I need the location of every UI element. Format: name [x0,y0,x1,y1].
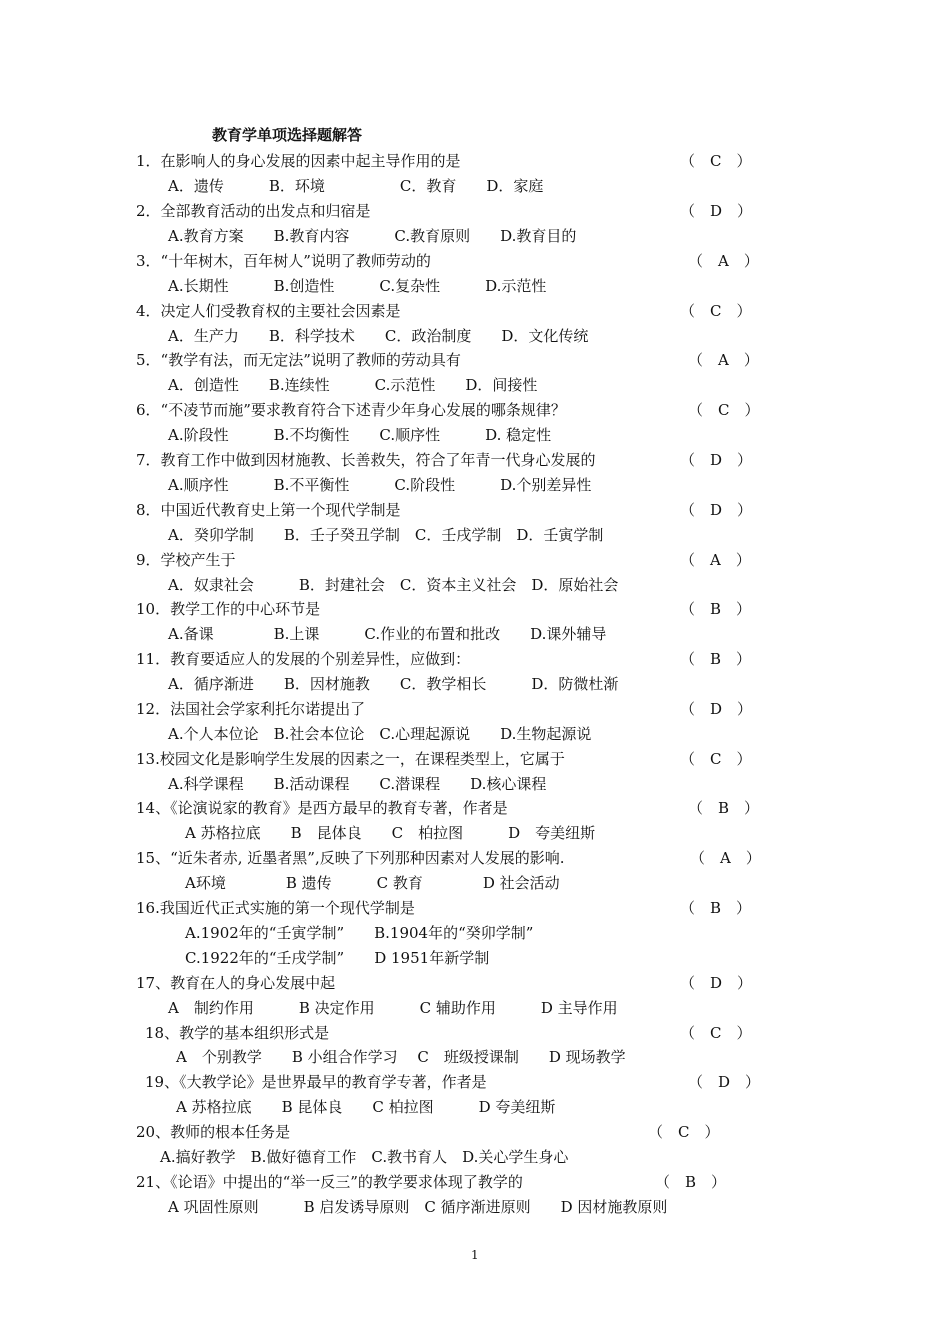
question-3: 3．“十年树木，百年树人”说明了教师劳动的 [136,252,431,270]
options-1: A．遗传 B．环境 C．教育 D．家庭 [168,177,544,195]
answer-2: （ D ） [680,202,753,220]
answer-9: （ A ） [680,551,751,569]
answer-21: （ B ） [655,1173,727,1191]
answer-6: （ C ） [688,401,760,419]
answer-15: （ A ） [690,849,761,867]
document-title: 教育学单项选择题解答 [212,126,363,144]
options-6: A.阶段性 B.不均衡性 C.顺序性 D. 稳定性 [168,426,552,444]
answer-1: （ C ） [680,152,752,170]
answer-14: （ B ） [688,799,760,817]
question-18: 18、教学的基本组织形式是 [145,1024,330,1042]
question-16: 16.我国近代正式实施的第一个现代学制是 [136,899,415,917]
answer-20: （ C ） [648,1123,720,1141]
options-10: A.备课 B.上课 C.作业的布置和批改 D.课外辅导 [168,625,607,643]
options-17: A 制约作用 B 决定作用 C 辅助作用 D 主导作用 [168,999,618,1017]
options-20: A.搞好教学 B.做好德育工作 C.教书育人 D.关心学生身心 [160,1148,569,1166]
answer-19: （ D ） [688,1073,761,1091]
options-14: A 苏格拉底 B 昆体良 C 柏拉图 D 夸美纽斯 [185,824,596,842]
options-2: A.教育方案 B.教育内容 C.教育原则 D.教育目的 [168,227,577,245]
question-19: 19、《大教学论》是世界最早的教育学专著，作者是 [145,1073,487,1091]
answer-18: （ C ） [680,1024,752,1042]
answer-17: （ D ） [680,974,753,992]
options-19: A 苏格拉底 B 昆体良 C 柏拉图 D 夸美纽斯 [176,1098,556,1116]
answer-11: （ B ） [680,650,752,668]
question-21: 21、《论语》中提出的“举一反三”的教学要求体现了教学的 [136,1173,523,1191]
options-16b: C.1922年的“壬戌学制” D 1951年新学制 [185,949,490,967]
question-5: 5．“教学有法，而无定法”说明了教师的劳动具有 [136,351,461,369]
options-5: A．创造性 B.连续性 C.示范性 D．间接性 [168,376,538,394]
question-8: 8．中国近代教育史上第一个现代学制是 [136,501,401,519]
options-7: A.顺序性 B.不平衡性 C.阶段性 D.个别差异性 [168,476,592,494]
answer-10: （ B ） [680,600,752,618]
question-20: 20、教师的根本任务是 [136,1123,291,1141]
question-10: 10．教学工作的中心环节是 [136,600,321,618]
question-9: 9．学校产生于 [136,551,236,569]
question-11: 11．教育要适应人的发展的个别差异性，应做到： [136,650,471,668]
options-16a: A.1902年的“壬寅学制” B.1904年的“癸卯学制” [185,924,534,942]
options-3: A.长期性 B.创造性 C.复杂性 D.示范性 [168,277,547,295]
question-6: 6．“不凌节而施”要求教育符合下述青少年身心发展的哪条规律？ [136,401,566,419]
answer-12: （ D ） [680,700,753,718]
options-13: A.科学课程 B.活动课程 C.潜课程 D.核心课程 [168,775,547,793]
question-1: 1．在影响人的身心发展的因素中起主导作用的是 [136,152,461,170]
answer-7: （ D ） [680,451,753,469]
options-8: A．癸卯学制 B．壬子癸丑学制 C．壬戌学制 D．壬寅学制 [168,526,604,544]
options-21: A 巩固性原则 B 启发诱导原则 C 循序渐进原则 D 因材施教原则 [168,1198,668,1216]
answer-4: （ C ） [680,302,752,320]
options-12: A.个人本位论 B.社会本位论 C.心理起源说 D.生物起源说 [168,725,592,743]
options-11: A．循序渐进 B．因材施教 C．教学相长 D．防微杜渐 [168,675,619,693]
question-12: 12．法国社会学家利托尔诺提出了 [136,700,366,718]
question-2: 2．全部教育活动的出发点和归宿是 [136,202,371,220]
question-15: 15、“近朱者赤, 近墨者黑”,反映了下列那种因素对人发展的影响. [136,849,565,867]
options-4: A．生产力 B．科学技术 C．政治制度 D．文化传统 [168,327,589,345]
answer-8: （ D ） [680,501,753,519]
question-4: 4．决定人们受教育权的主要社会因素是 [136,302,401,320]
question-14: 14、《论演说家的教育》是西方最早的教育专著，作者是 [136,799,508,817]
answer-13: （ C ） [680,750,752,768]
question-13: 13.校园文化是影响学生发展的因素之一，在课程类型上，它属于 [136,750,565,768]
page-number: 1 [471,1248,479,1262]
answer-3: （ A ） [688,252,759,270]
answer-5: （ A ） [688,351,759,369]
question-7: 7．教育工作中做到因材施教、长善救失，符合了年青一代身心发展的 [136,451,596,469]
question-17: 17、教育在人的身心发展中起 [136,974,336,992]
options-9: A．奴隶社会 B．封建社会 C．资本主义社会 D．原始社会 [168,576,619,594]
options-18: A 个别教学 B 小组合作学习 C 班级授课制 D 现场教学 [176,1048,626,1066]
options-15: A环境 B 遗传 C 教育 D 社会活动 [185,874,560,892]
answer-16: （ B ） [680,899,752,917]
